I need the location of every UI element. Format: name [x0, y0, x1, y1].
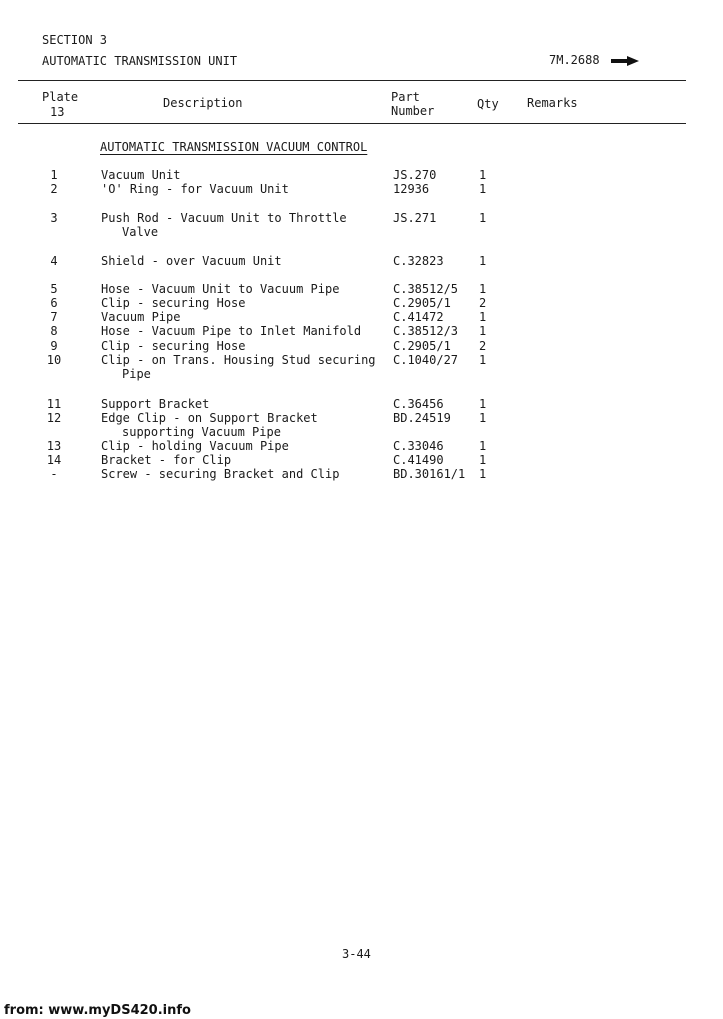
quantity: 1 [479, 310, 487, 324]
part-description: Vacuum Pipe [101, 310, 181, 324]
plate-number: 12 [46, 411, 62, 425]
source-watermark: from: www.myDS420.info [4, 1003, 191, 1018]
plate-number: - [50, 467, 58, 481]
col-part-number: Number [391, 104, 435, 118]
plate-number: 3 [50, 211, 58, 225]
quantity: 1 [479, 353, 487, 367]
part-number: C.2905/1 [393, 339, 451, 353]
part-description: Shield - over Vacuum Unit [101, 254, 282, 268]
plate-number: 7 [50, 310, 58, 324]
plate-number: 5 [50, 282, 58, 296]
part-description-continued: Pipe [122, 367, 151, 381]
plate-number: 13 [46, 439, 62, 453]
plate-number: 11 [46, 397, 62, 411]
unit-title: AUTOMATIC TRANSMISSION UNIT [42, 54, 238, 68]
part-description-continued: Valve [122, 225, 159, 239]
quantity: 1 [479, 182, 487, 196]
part-description: Bracket - for Clip [101, 453, 232, 467]
quantity: 1 [479, 453, 487, 467]
quantity: 2 [479, 339, 487, 353]
col-plate-label: Plate [42, 90, 79, 104]
table-row [0, 411, 723, 439]
quantity: 1 [479, 397, 487, 411]
reference-text: 7M.2688 [549, 53, 600, 67]
part-number: JS.270 [393, 168, 437, 182]
page-number: 3-44 [342, 947, 371, 961]
table-row [0, 182, 723, 196]
header-rule-top [18, 80, 686, 81]
col-qty: Qty [477, 97, 499, 111]
part-description: Screw - securing Bracket and Clip [101, 467, 340, 481]
plate-number: 6 [50, 296, 58, 310]
header-rule-bottom [18, 123, 686, 124]
part-description: Support Bracket [101, 397, 210, 411]
part-description: Push Rod - Vacuum Unit to Throttle [101, 211, 347, 225]
group-title: AUTOMATIC TRANSMISSION VACUUM CONTROL [100, 140, 368, 154]
part-number: C.36456 [393, 397, 444, 411]
table-row [0, 453, 723, 467]
quantity: 1 [479, 211, 487, 225]
part-description: Clip - securing Hose [101, 339, 246, 353]
table-row [0, 211, 723, 239]
part-description: Clip - holding Vacuum Pipe [101, 439, 289, 453]
table-row [0, 282, 723, 296]
table-row [0, 353, 723, 381]
part-number: 12936 [393, 182, 430, 196]
plate-number: 10 [46, 353, 62, 367]
table-row [0, 168, 723, 182]
part-description: Hose - Vacuum Unit to Vacuum Pipe [101, 282, 340, 296]
table-row [0, 439, 723, 453]
plate-number: 1 [50, 168, 58, 182]
part-number: JS.271 [393, 211, 437, 225]
part-number: C.38512/3 [393, 324, 459, 338]
table-row [0, 467, 723, 481]
quantity: 1 [479, 168, 487, 182]
part-number: C.41490 [393, 453, 444, 467]
arrow-right-icon [611, 56, 639, 66]
col-plate-number: 13 [50, 105, 65, 119]
col-remarks: Remarks [527, 96, 578, 110]
col-part-label: Part [391, 90, 420, 104]
part-number: C.38512/5 [393, 282, 459, 296]
part-description: Clip - securing Hose [101, 296, 246, 310]
part-number: C.41472 [393, 310, 444, 324]
table-row [0, 397, 723, 411]
plate-number: 8 [50, 324, 58, 338]
part-number: C.32823 [393, 254, 444, 268]
plate-number: 14 [46, 453, 62, 467]
table-row [0, 310, 723, 324]
part-description: Clip - on Trans. Housing Stud securing [101, 353, 376, 367]
quantity: 1 [479, 324, 487, 338]
part-number: BD.30161/1 [393, 467, 466, 481]
plate-number: 2 [50, 182, 58, 196]
plate-number: 9 [50, 339, 58, 353]
part-number: C.2905/1 [393, 296, 451, 310]
part-description: Edge Clip - on Support Bracket [101, 411, 318, 425]
reference-number [549, 53, 639, 67]
table-row [0, 324, 723, 338]
quantity: 2 [479, 296, 487, 310]
part-description: Vacuum Unit [101, 168, 181, 182]
quantity: 1 [479, 282, 487, 296]
part-number: BD.24519 [393, 411, 451, 425]
plate-number: 4 [50, 254, 58, 268]
part-description-continued: supporting Vacuum Pipe [122, 425, 281, 439]
table-row [0, 296, 723, 310]
part-number: C.1040/27 [393, 353, 459, 367]
part-number: C.33046 [393, 439, 444, 453]
col-description: Description [163, 96, 243, 110]
quantity: 1 [479, 254, 487, 268]
part-description: 'O' Ring - for Vacuum Unit [101, 182, 289, 196]
table-row [0, 339, 723, 353]
quantity: 1 [479, 439, 487, 453]
section-heading: SECTION 3 [42, 33, 108, 47]
quantity: 1 [479, 411, 487, 425]
table-row [0, 254, 723, 268]
part-description: Hose - Vacuum Pipe to Inlet Manifold [101, 324, 362, 338]
quantity: 1 [479, 467, 487, 481]
